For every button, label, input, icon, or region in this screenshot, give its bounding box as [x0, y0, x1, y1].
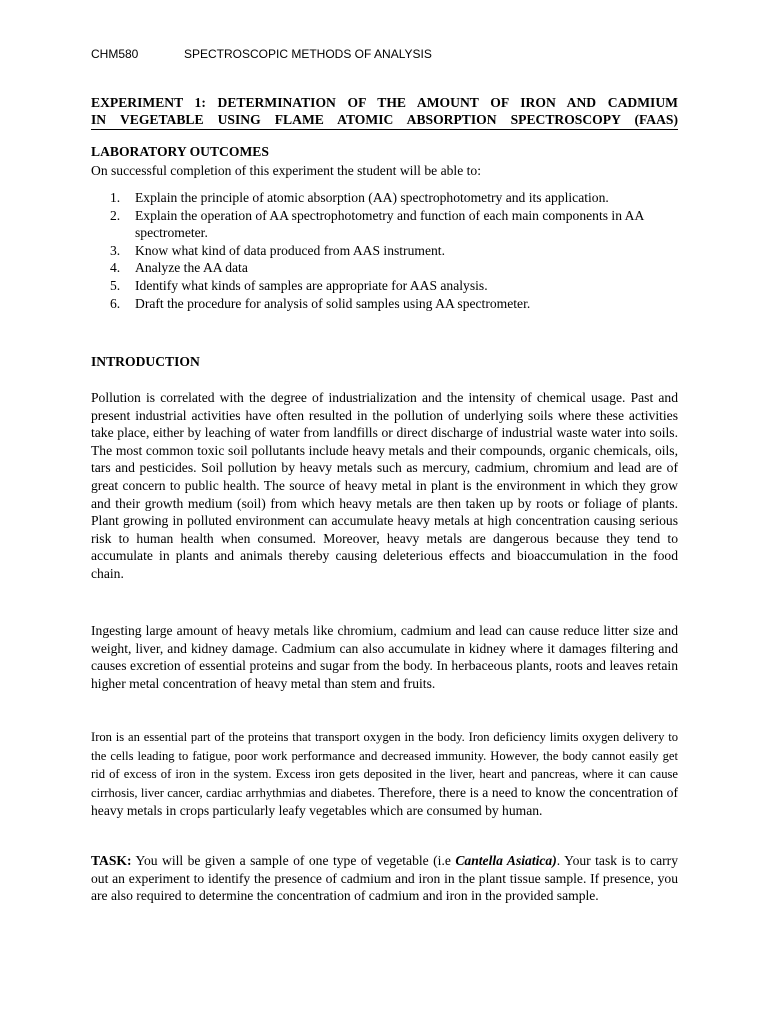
task-text-after: . Your task is to carry out an experiment to identify the presence of cadmium and iron in the plant tissue sample. If presence, you are also required to determine the concentration of cadmium and iron in the provided sample. [91, 853, 679, 904]
conclusion-text: Therefore, there is a need to know the concentration of heavy metals in crops particularly leafy vegetables which are consumed by human. [91, 784, 679, 819]
list-text: Identify what kinds of samples are appropriate for AAS analysis. [135, 277, 488, 293]
list-item [110, 189, 680, 207]
list-item [110, 207, 680, 242]
task-paragraph [91, 852, 678, 905]
introduction-paragraph-1: Pollution is correlated with the degree of industrialization and the intensity of chemical usage. Past and present industrial activities have often resulted in the pollution of underlying soils where these activities take place, either by leaching of water from landfills or direct discharge of industrial waste water into soils. The most common toxic soil pollutants include heavy metals and their compounds, organic chemicals, oils, tars and pesticides. Soil pollution by heavy metals such as mercury, cadmium, chromium and lead are of great concern to public health. The source of heavy metal in plant is the environment in which they grow and their growth medium (soil) from which heavy metals are then taken up by roots or foliage of plants. Plant growing in polluted environment can accumulate heavy metals at high concentration causing serious risk to human health when consumed. Moreover, heavy metals are dangerous because they tend to accumulate in plants and animals thereby causing deleterious effects and bioaccumulation in the food chain. [91, 390, 678, 581]
list-number: 2. [110, 207, 121, 223]
task-label: TASK: [91, 853, 132, 868]
iron-text: Iron is an essential part of the proteins that transport oxygen in the body. Iron deficiency limits oxygen delivery to the cells leading to fatigue, poor work performance and decreased immunity. However, the body cannot easily get rid of excess of iron in the system. Excess iron gets deposited in the liver, heart and pancreas, where it can cause cirrhosis, liver cancer, cardiac arrhythmias and diabetes. [91, 730, 678, 800]
page-header [91, 47, 432, 61]
task-text-before: You will be given a sample of one type of vegetable (i.e [131, 853, 456, 868]
list-text: Analyze the AA data [135, 260, 248, 276]
experiment-title-line-2: IN VEGETABLE USING FLAME ATOMIC ABSORPTION SPECTROSCOPY (FAAS) [91, 112, 678, 127]
list-number: 1. [110, 190, 121, 205]
list-text: Draft the procedure for analysis of solid samples using AA spectrometer. [135, 295, 531, 311]
outcomes-list [110, 189, 680, 312]
list-item [110, 242, 680, 260]
list-item [110, 277, 680, 295]
experiment-title-line-1: EXPERIMENT 1: DETERMINATION OF THE AMOUNT OF IRON AND CADMIUM [91, 95, 678, 110]
outcomes-heading: LABORATORY OUTCOMES [91, 144, 269, 159]
list-number: 4. [110, 260, 121, 276]
list-text: Explain the operation of AA spectrophotometry and function of each main components in AA spectrometer. [135, 207, 644, 241]
list-number: 3. [110, 242, 121, 258]
introduction-paragraph-3 [91, 728, 678, 820]
species-name: Cantella Asiatica) [455, 853, 557, 868]
list-text: Explain the principle of atomic absorption (AA) spectrophotometry and its application. [135, 190, 609, 205]
list-item [110, 295, 680, 313]
course-code: CHM580 [91, 47, 139, 61]
outcomes-lead: On successful completion of this experiment the student will be able to: [91, 163, 481, 178]
list-number: 6. [110, 295, 121, 311]
course-title: SPECTROSCOPIC METHODS OF ANALYSIS [184, 47, 432, 61]
experiment-title [91, 94, 678, 130]
introduction-heading: INTRODUCTION [91, 354, 200, 369]
list-number: 5. [110, 277, 121, 293]
introduction-paragraph-2: Ingesting large amount of heavy metals like chromium, cadmium and lead can cause reduce litter size and weight, liver, and kidney damage. Cadmium can also accumulate in kidney where it damages filtering and causes excretion of essential proteins and sugar from the body. In herbaceous plants, roots and leaves retain higher metal concentration of heavy metal than stem and fruits. [91, 623, 678, 691]
list-text: Know what kind of data produced from AAS instrument. [135, 242, 445, 258]
list-item [110, 259, 680, 277]
